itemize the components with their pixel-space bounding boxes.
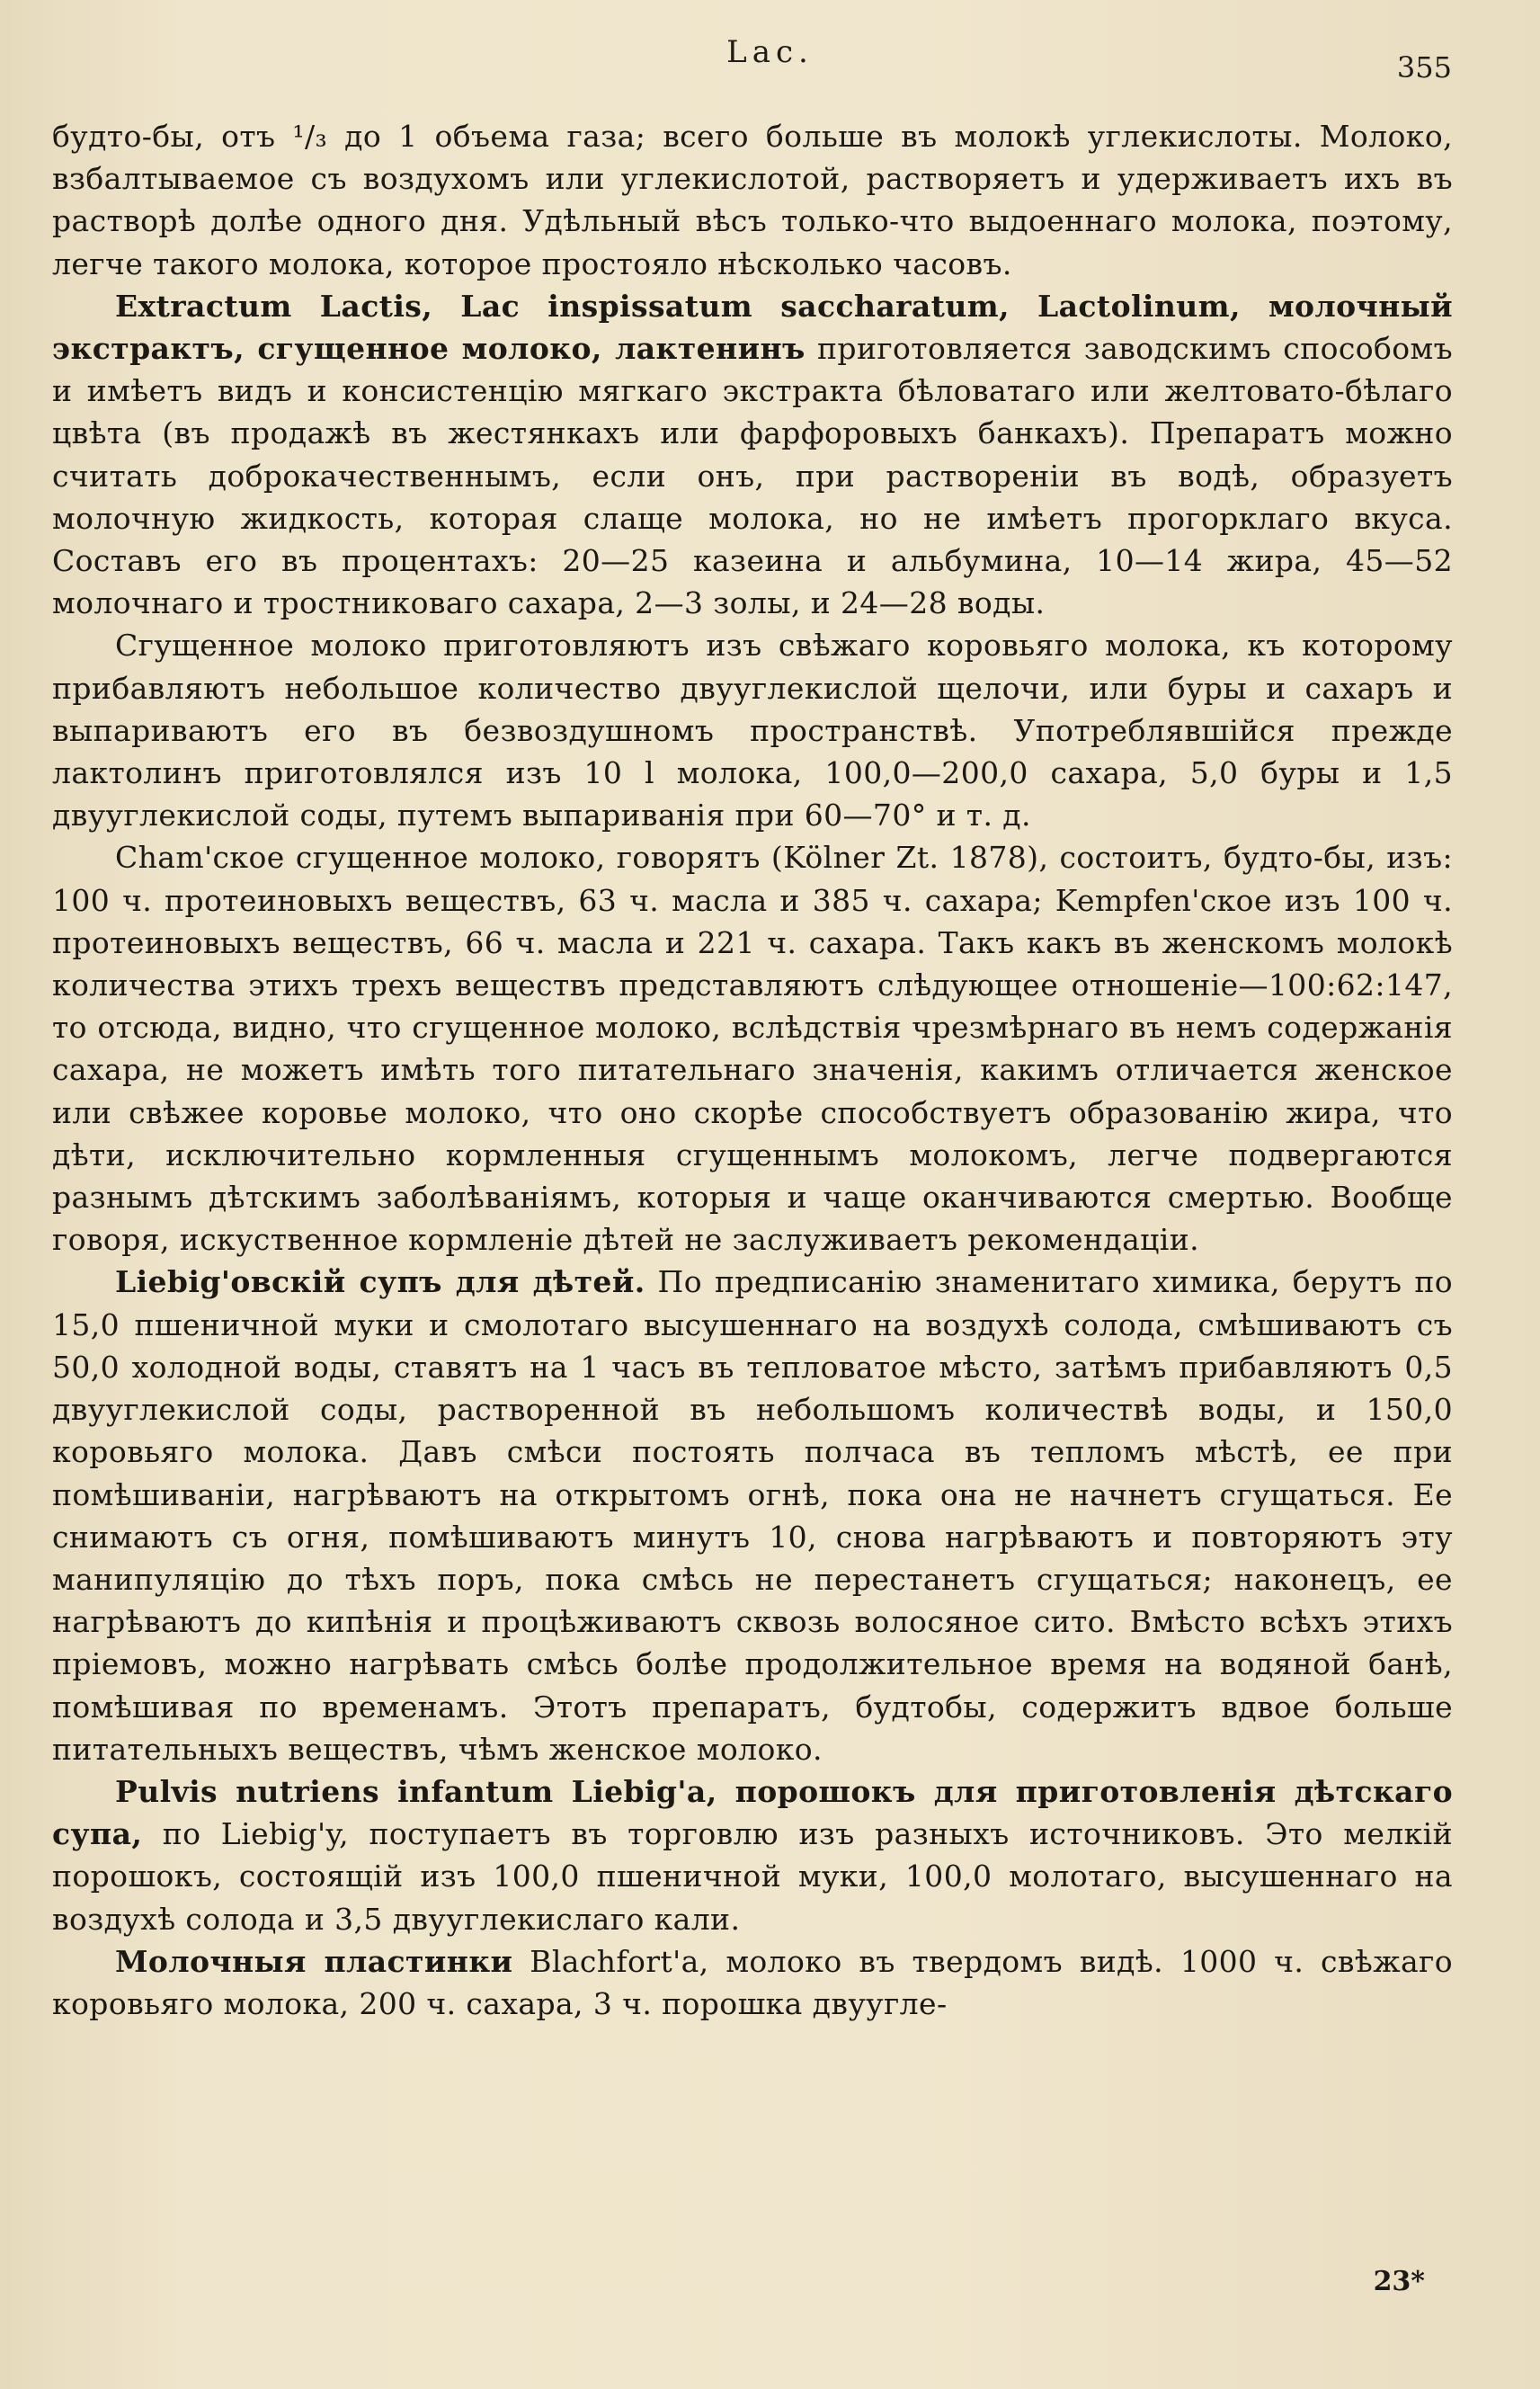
entry-heading: Pulvis nutriens infantum Liebig'a, порошокъ для приготовленія дѣтскаго супа, [52, 1773, 1453, 1852]
page-header [0, 34, 1540, 88]
entry-heading: Молочныя пластинки [115, 1943, 513, 1979]
paragraph-liebig-soup [52, 1261, 1453, 1769]
paragraph-extractum-lactis [52, 285, 1453, 625]
page-number: 355 [1396, 50, 1452, 85]
paragraph-milk-gases [52, 115, 1453, 285]
running-head: Lac. [726, 34, 814, 70]
entry-heading: Liebig'овскій супъ для дѣтей. [115, 1264, 645, 1300]
paragraph-text: Blachfort'a, молоко въ твердомъ видѣ. 1000 ч. свѣжаго коровьяго молока, 200 ч. сахара, 3 ч. порошка двуугле- [52, 1943, 1453, 2021]
paragraph-text: По предписанію знаменитаго химика, берутъ по 15,0 пшеничной муки и смолотаго высушеннаго на воздухѣ солода, смѣшиваютъ съ 50,0 холодной воды, ставятъ на 1 часъ въ тепловатое мѣсто, затѣмъ прибавляютъ 0,5 двууглекислой соды, растворенной въ небольшомъ количествѣ воды, и 150,0 коровьяго молока. Давъ смѣси постоять полчаса въ тепломъ мѣстѣ, ее при помѣшиваніи, нагрѣваютъ на открытомъ огнѣ, пока она не начнетъ сгущаться. Ее снимаютъ съ огня, помѣшиваютъ минутъ 10, снова нагрѣваютъ и повторяютъ эту манипуляцію до тѣхъ поръ, пока смѣсь не перестанетъ сгущаться; наконецъ, ее нагрѣваютъ до кипѣнія и процѣживаютъ сквозь волосяное сито. Вмѣсто всѣхъ этихъ пріемовъ, можно нагрѣвать смѣсь болѣе продолжительное время на водяной банѣ, помѣшивая по временамъ. Этотъ препаратъ, будтобы, содержитъ вдвое больше питательныхъ веществъ, чѣмъ женское молоко. [52, 1264, 1453, 1767]
paragraph-pulvis-nutriens [52, 1770, 1453, 1940]
paragraph-text: будто-бы, отъ ¹/₃ до 1 объема газа; всего больше въ молокѣ углекислоты. Молоко, взбалтываемое съ воздухомъ или углекислотой, растворяетъ и удерживаетъ ихъ въ растворѣ долѣе одного дня. Удѣльный вѣсъ только-что выдоеннаго молока, поэтому, легче такого молока, которое простояло нѣсколько часовъ. [52, 119, 1453, 281]
entry-heading: Extractum Lactis, Lac inspissatum saccharatum, Lactolinum, молочный экстрактъ, сгущенное молоко, лактенинъ [52, 288, 1453, 367]
paragraph-text: приготовляется заводскимъ способомъ и имѣетъ видъ и консистенцію мягкаго экстракта бѣловатаго или желтовато-бѣлаго цвѣта (въ продажѣ въ жестянкахъ или фарфоровыхъ банкахъ). Препаратъ можно считать доброкачественнымъ, если онъ, при раствореніи въ водѣ, образуетъ молочную жидкость, которая слаще молока, но не имѣетъ прогорклаго вкуса. Составъ его въ процентахъ: 20—25 казеина и альбумина, 10—14 жира, 45—52 молочнаго и тростниковаго сахара, 2—3 золы, и 24—28 воды. [52, 331, 1453, 621]
paragraph-text: Cham'ское сгущенное молоко, говорятъ (Kölner Zt. 1878), состоитъ, будто-бы, изъ: 100 ч. протеиновыхъ веществъ, 63 ч. масла и 385 ч. сахара; Kempfen'ское изъ 100 ч. протеиновыхъ веществъ, 66 ч. масла и 221 ч. сахара. Такъ какъ въ женскомъ молокѣ количества этихъ трехъ веществъ представляютъ слѣдующее отношеніе—100:62:147, то отсюда, видно, что сгущенное молоко, вслѣдствія чрезмѣрнаго въ немъ содержанія сахара, не можетъ имѣть того питательнаго значенія, какимъ отличается женское или свѣжее коровье молоко, что оно скорѣе способствуетъ образованію жира, что дѣти, исключительно кормленныя сгущеннымъ молокомъ, легче подвергаются разнымъ дѣтскимъ заболѣваніямъ, которыя и чаще оканчиваются смертью. Вообще говоря, искуственное кормленіе дѣтей не заслуживаетъ рекомендаціи. [52, 840, 1453, 1258]
paragraph-text: Сгущенное молоко приготовляютъ изъ свѣжаго коровьяго молока, къ которому прибавляютъ небольшое количество двууглекислой щелочи, или буры и сахаръ и выпариваютъ его въ безвоздушномъ пространствѣ. Употреблявшійся прежде лактолинъ приготовлялся изъ 10 l молока, 100,0—200,0 сахара, 5,0 буры и 1,5 двууглекислой соды, путемъ выпариванія при 60—70° и т. д. [52, 628, 1453, 833]
signature-mark: 23* [1373, 2266, 1425, 2297]
body-text [52, 115, 1453, 2025]
paragraph-cham-condensed-milk [52, 836, 1453, 1261]
paragraph-milk-tablets [52, 1940, 1453, 2025]
paragraph-condensed-milk-preparation [52, 624, 1453, 836]
paragraph-text: по Liebig'y, поступаетъ въ торговлю изъ разныхъ источниковъ. Это мелкій порошокъ, состоящій изъ 100,0 пшеничной муки, 100,0 молотаго, высушеннаго на воздухѣ солода и 3,5 двууглекислаго кали. [52, 1816, 1453, 1937]
